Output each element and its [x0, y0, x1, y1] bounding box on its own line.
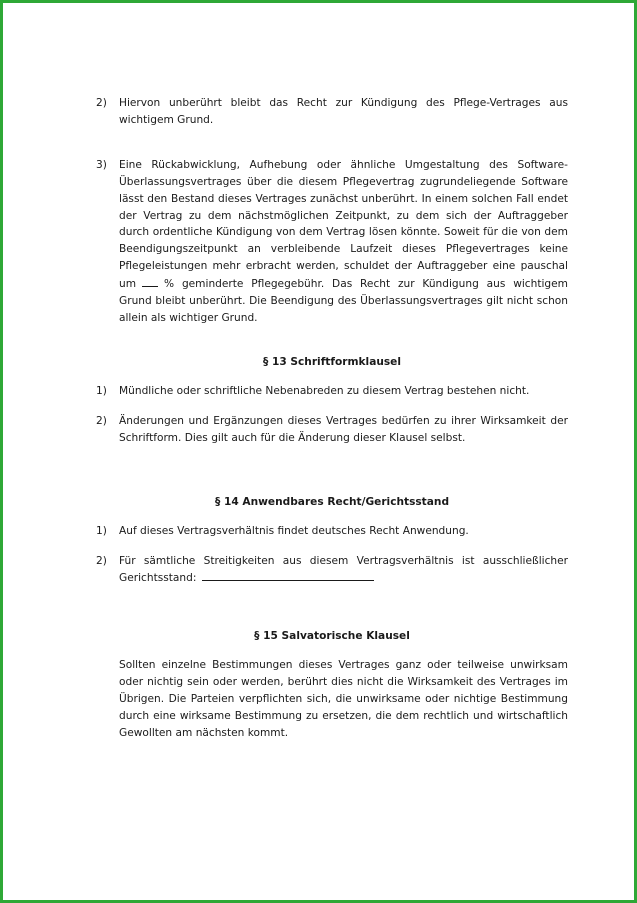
paragraph-text-before-blank: Eine Rückabwicklung, Aufhebung oder ähnliche Umgestaltung des Software-Überlassungsvertrages über die diesem Pflegevertrag zugrundeliegende Software lässt den Bestand dieses Vertrages zunächst unberührt. In einem solchen Fall endet der Vertrag zu dem nächstmöglichen Zeitpunkt, zu dem sich der Auftraggeber durch ordentliche Kündigung von dem Vertrag lösen könnte. Soweit für die von dem Beendigungszeitpunkt an verbleibende Laufzeit dieses Pflegevertrages keine Pflegeleistungen mehr erbracht werden, schuldet der Auftraggeber eine pauschal um: [119, 158, 568, 291]
document-content: [96, 95, 568, 742]
section12-item-3: [96, 157, 568, 327]
section15-heading: § 15 Salvatorische Klausel: [254, 630, 410, 643]
section13-item-1: [96, 383, 568, 400]
paragraph-text: [119, 157, 568, 327]
paragraph-text: Mündliche oder schriftliche Nebenabreden zu diesem Vertrag bestehen nicht.: [119, 384, 530, 397]
paragraph-text-after-blank: % geminderte Pflegegebühr. Das Recht zur Kündigung aus wichtigem Grund bleibt unberührt. Die Beendigung des Überlassungsvertrages gilt nicht schon allein als wichtiger Grund.: [119, 278, 568, 324]
section14-heading: § 14 Anwendbares Recht/Gerichtsstand: [214, 495, 450, 508]
paragraph-text: Hiervon unberührt bleibt das Recht zur Kündigung des Pflege-Vertrages aus wichtigem Grund.: [119, 97, 568, 126]
paragraph-text: Auf dieses Vertragsverhältnis findet deutsches Recht Anwendung.: [119, 524, 469, 537]
section12-item-2: [96, 95, 568, 129]
section14-item-2: [96, 553, 568, 588]
percentage-blank-field: [142, 275, 158, 287]
paragraph-text: [119, 553, 568, 588]
paragraph-text-main: Für sämtliche Streitigkeiten aus diesem Vertragsverhältnis ist ausschließlicher Gerichtsstand:: [119, 554, 568, 585]
section14-item-1: [96, 523, 568, 540]
list-number: 2): [96, 414, 107, 427]
list-number: 2): [96, 97, 107, 109]
list-number: 1): [96, 524, 107, 537]
section15-paragraph: Sollten einzelne Bestimmungen dieses Vertrages ganz oder teilweise unwirksam oder nichtig sein oder werden, berührt dies nicht die Wirksamkeit des Vertrages im Übrigen. Die Parteien verpflichten sich, die unwirksame oder nichtige Bestimmung durch eine wirksame Bestimmung zu ersetzen, die dem rechtlich und wirtschaftlich Gewollten am nächsten kommt.: [119, 659, 568, 739]
jurisdiction-blank-field: [202, 569, 374, 581]
section13-item-2: [96, 413, 568, 447]
list-number: 1): [96, 384, 107, 397]
faint-watermark: [41, 851, 93, 865]
paragraph-text: Änderungen und Ergänzungen dieses Vertrages bedürfen zu ihrer Wirksamkeit der Schriftform. Dies gilt auch für die Änderung dieser Klausel selbst.: [119, 414, 568, 444]
section13-heading: § 13 Schriftformklausel: [262, 355, 402, 368]
list-number: 3): [96, 158, 107, 171]
list-number: 2): [96, 554, 107, 567]
